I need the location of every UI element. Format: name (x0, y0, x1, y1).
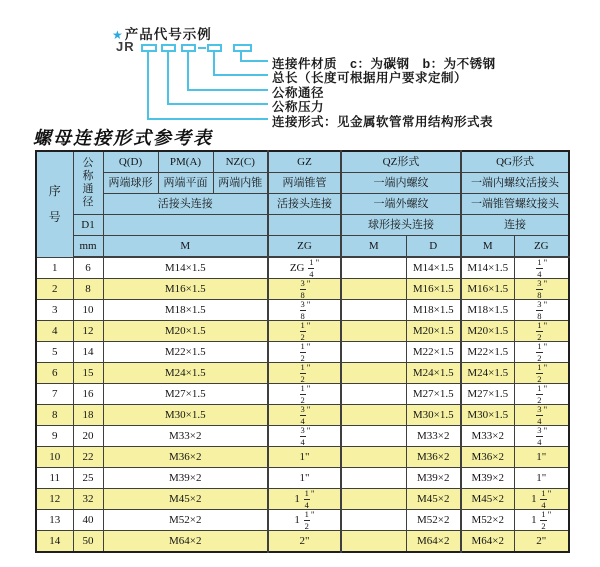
cell-qz-d: M24×1.5 (406, 363, 461, 384)
cell-qz-d: M16×1.5 (406, 279, 461, 300)
table-row (36, 468, 569, 489)
cell-qg-m: M64×2 (461, 531, 514, 553)
table-row (36, 447, 569, 468)
cell-qz-m (341, 489, 406, 510)
cell-seq: 2 (36, 279, 73, 300)
header-qg-zg: ZG (514, 236, 569, 258)
header-mm: mm (73, 236, 103, 258)
table-title: 螺母连接形式参考表 (33, 128, 213, 148)
cell-m: M45×2 (103, 489, 268, 510)
cell-qg-zg: 1 $\frac{1}{2}$ " (514, 510, 569, 531)
code-box-3 (181, 44, 196, 52)
connector-line (187, 52, 189, 90)
header-m: M (103, 236, 268, 258)
cell-qg-zg: $\frac{3}{8}$ " (514, 279, 569, 300)
cell-qg-zg: $\frac{1}{2}$ " (514, 342, 569, 363)
header-qg-sub: 一端内螺纹活接头 (461, 173, 569, 194)
cell-gz: $\frac{3}{4}$ " (268, 426, 341, 447)
cell-qz-d: M39×2 (406, 468, 461, 489)
connector-line (213, 74, 268, 76)
header-dn-char: 公 (82, 157, 94, 169)
cell-dn: 50 (73, 531, 103, 553)
cell-qg-zg: $\frac{3}{4}$ " (514, 426, 569, 447)
label-material: 连接件材质 c：为碳钢 b：为不锈钢 (272, 57, 496, 71)
cell-qg-zg: $\frac{1}{2}$ " (514, 384, 569, 405)
table-row (36, 489, 569, 510)
nut-connection-table (35, 150, 570, 553)
cell-m: M27×1.5 (103, 384, 268, 405)
cell-seq: 5 (36, 342, 73, 363)
cell-qg-zg: 1 $\frac{1}{4}$ " (514, 489, 569, 510)
cell-qg-zg: $\frac{1}{4}$ " (514, 257, 569, 279)
cell-qg-m: M16×1.5 (461, 279, 514, 300)
cell-dn: 16 (73, 384, 103, 405)
header-qg-m: M (461, 236, 514, 258)
table-row (36, 384, 569, 405)
header-qz-sub3: 球形接头连接 (341, 215, 461, 236)
table-row (36, 363, 569, 384)
cell-seq: 1 (36, 257, 73, 279)
cell-seq: 14 (36, 531, 73, 553)
header-q: Q(D) (103, 151, 158, 173)
cell-qg-m: M18×1.5 (461, 300, 514, 321)
header-dn-char: 径 (82, 196, 94, 208)
header-qz: QZ形式 (341, 151, 461, 173)
cell-seq: 12 (36, 489, 73, 510)
table-row (36, 257, 569, 279)
header-nominal-dn (73, 151, 103, 215)
cell-seq: 6 (36, 363, 73, 384)
cell-gz: $\frac{1}{2}$ " (268, 321, 341, 342)
cell-m: M14×1.5 (103, 257, 268, 279)
table-row (36, 426, 569, 447)
cell-qg-zg: 2" (514, 531, 569, 553)
cell-qg-m: M39×2 (461, 468, 514, 489)
header-seq-char: 号 (48, 209, 61, 224)
label-nominal-dn: 公称通径 (272, 86, 325, 100)
header-q-sub: 两端球形 (103, 173, 158, 194)
cell-qg-m: M20×1.5 (461, 321, 514, 342)
header-nz-sub: 两端内锥 (213, 173, 268, 194)
cell-qg-m: M24×1.5 (461, 363, 514, 384)
star-icon: ★ (112, 28, 124, 42)
cell-qz-m (341, 447, 406, 468)
header-zg: ZG (268, 236, 341, 258)
cell-gz: 1" (268, 468, 341, 489)
cell-dn: 40 (73, 510, 103, 531)
cell-qg-m: M36×2 (461, 447, 514, 468)
header-empty-cell (103, 215, 268, 236)
label-nominal-pressure: 公称压力 (272, 100, 325, 114)
connector-line (187, 89, 268, 91)
table-row (36, 300, 569, 321)
cell-dn: 18 (73, 405, 103, 426)
cell-gz: $\frac{1}{2}$ " (268, 363, 341, 384)
header-pm-sub: 两端平面 (158, 173, 213, 194)
cell-qz-m (341, 257, 406, 279)
table-row (36, 279, 569, 300)
header-d1: D1 (73, 215, 103, 236)
header-dn-char: 通 (82, 183, 94, 195)
cell-m: M16×1.5 (103, 279, 268, 300)
header-qz-d: D (406, 236, 461, 258)
header-qz-sub2: 一端外螺纹 (341, 194, 461, 215)
cell-qz-m (341, 405, 406, 426)
cell-qz-m (341, 342, 406, 363)
header-gz-sub: 两端锥管 (268, 173, 341, 194)
cell-gz: ZG $\frac{1}{4}$ " (268, 257, 341, 279)
header-seq (36, 151, 73, 257)
cell-qz-d: M27×1.5 (406, 384, 461, 405)
cell-seq: 4 (36, 321, 73, 342)
header-qg-sub2: 一端锥管螺纹接头 (461, 194, 569, 215)
cell-m: M24×1.5 (103, 363, 268, 384)
cell-qz-m (341, 279, 406, 300)
cell-gz: $\frac{1}{2}$ " (268, 342, 341, 363)
header-dn-char: 称 (82, 170, 94, 182)
cell-dn: 20 (73, 426, 103, 447)
table-row (36, 321, 569, 342)
table-row (36, 510, 569, 531)
cell-dn: 6 (73, 257, 103, 279)
cell-qz-d: M33×2 (406, 426, 461, 447)
cell-qz-m (341, 531, 406, 553)
cell-qz-d: M18×1.5 (406, 300, 461, 321)
cell-qg-zg: $\frac{1}{2}$ " (514, 321, 569, 342)
cell-qz-m (341, 384, 406, 405)
cell-gz: $\frac{3}{8}$ " (268, 279, 341, 300)
cell-m: M22×1.5 (103, 342, 268, 363)
cell-qg-zg: $\frac{3}{8}$ " (514, 300, 569, 321)
cell-qz-d: M14×1.5 (406, 257, 461, 279)
cell-seq: 10 (36, 447, 73, 468)
cell-qg-m: M52×2 (461, 510, 514, 531)
cell-qz-d: M52×2 (406, 510, 461, 531)
table-body (36, 257, 569, 552)
cell-qg-zg: 1" (514, 447, 569, 468)
code-box-1 (141, 44, 157, 52)
cell-m: M20×1.5 (103, 321, 268, 342)
cell-dn: 25 (73, 468, 103, 489)
cell-dn: 22 (73, 447, 103, 468)
cell-qz-m (341, 363, 406, 384)
cell-dn: 10 (73, 300, 103, 321)
cell-gz: 1 $\frac{1}{4}$ " (268, 489, 341, 510)
diagram-title-text: 产品代号示例 (124, 27, 212, 42)
cell-m: M64×2 (103, 531, 268, 553)
cell-qg-zg: $\frac{1}{2}$ " (514, 363, 569, 384)
code-box-5 (233, 44, 252, 52)
table-row (36, 405, 569, 426)
code-dash (198, 47, 206, 49)
cell-seq: 3 (36, 300, 73, 321)
header-qz-sub: 一端内螺纹 (341, 173, 461, 194)
cell-gz: 1 $\frac{1}{2}$ " (268, 510, 341, 531)
table-header (36, 151, 569, 257)
connector-line (167, 52, 169, 104)
connector-line (213, 52, 215, 75)
cell-qg-zg: 1" (514, 468, 569, 489)
connector-line (147, 118, 268, 120)
cell-qz-m (341, 510, 406, 531)
header-gz-union: 活接头连接 (268, 194, 341, 215)
connector-line (147, 52, 149, 119)
cell-dn: 32 (73, 489, 103, 510)
code-box-4 (207, 44, 222, 52)
cell-gz: $\frac{3}{4}$ " (268, 405, 341, 426)
cell-m: M30×1.5 (103, 405, 268, 426)
cell-qz-m (341, 321, 406, 342)
cell-qz-d: M30×1.5 (406, 405, 461, 426)
cell-seq: 7 (36, 384, 73, 405)
cell-qg-m: M27×1.5 (461, 384, 514, 405)
cell-qg-m: M33×2 (461, 426, 514, 447)
connector-line (240, 60, 268, 62)
cell-seq: 11 (36, 468, 73, 489)
cell-dn: 15 (73, 363, 103, 384)
header-nz: NZ(C) (213, 151, 268, 173)
cell-m: M33×2 (103, 426, 268, 447)
cell-qg-m: M45×2 (461, 489, 514, 510)
cell-gz: $\frac{3}{8}$ " (268, 300, 341, 321)
cell-qz-d: M45×2 (406, 489, 461, 510)
cell-m: M18×1.5 (103, 300, 268, 321)
header-empty-cell (268, 215, 341, 236)
cell-qz-m (341, 300, 406, 321)
cell-qg-m: M30×1.5 (461, 405, 514, 426)
cell-m: M36×2 (103, 447, 268, 468)
code-box-2 (161, 44, 176, 52)
cell-m: M52×2 (103, 510, 268, 531)
cell-seq: 13 (36, 510, 73, 531)
cell-gz: 1" (268, 447, 341, 468)
cell-m: M39×2 (103, 468, 268, 489)
cell-seq: 9 (36, 426, 73, 447)
header-gz: GZ (268, 151, 341, 173)
cell-qg-zg: $\frac{3}{4}$ " (514, 405, 569, 426)
header-union-connection: 活接头连接 (103, 194, 268, 215)
header-pm: PM(A) (158, 151, 213, 173)
cell-dn: 12 (73, 321, 103, 342)
cell-qz-m (341, 426, 406, 447)
cell-qz-m (341, 468, 406, 489)
header-qg: QG形式 (461, 151, 569, 173)
table-row (36, 531, 569, 553)
cell-qz-d: M64×2 (406, 531, 461, 553)
cell-qg-m: M14×1.5 (461, 257, 514, 279)
cell-gz: 2" (268, 531, 341, 553)
header-qz-m: M (341, 236, 406, 258)
cell-qz-d: M22×1.5 (406, 342, 461, 363)
cell-seq: 8 (36, 405, 73, 426)
product-code-prefix: JR (116, 39, 135, 54)
label-total-length: 总长（长度可根据用户要求定制） (272, 71, 468, 85)
cell-qz-d: M20×1.5 (406, 321, 461, 342)
cell-qz-d: M36×2 (406, 447, 461, 468)
table-row (36, 342, 569, 363)
connector-line (167, 103, 268, 105)
header-seq-char: 序 (48, 183, 61, 198)
cell-dn: 8 (73, 279, 103, 300)
cell-qg-m: M22×1.5 (461, 342, 514, 363)
header-qg-sub3: 连接 (461, 215, 569, 236)
cell-gz: $\frac{1}{2}$ " (268, 384, 341, 405)
label-connection-form: 连接形式：见金属软管常用结构形式表 (272, 115, 494, 129)
cell-dn: 14 (73, 342, 103, 363)
